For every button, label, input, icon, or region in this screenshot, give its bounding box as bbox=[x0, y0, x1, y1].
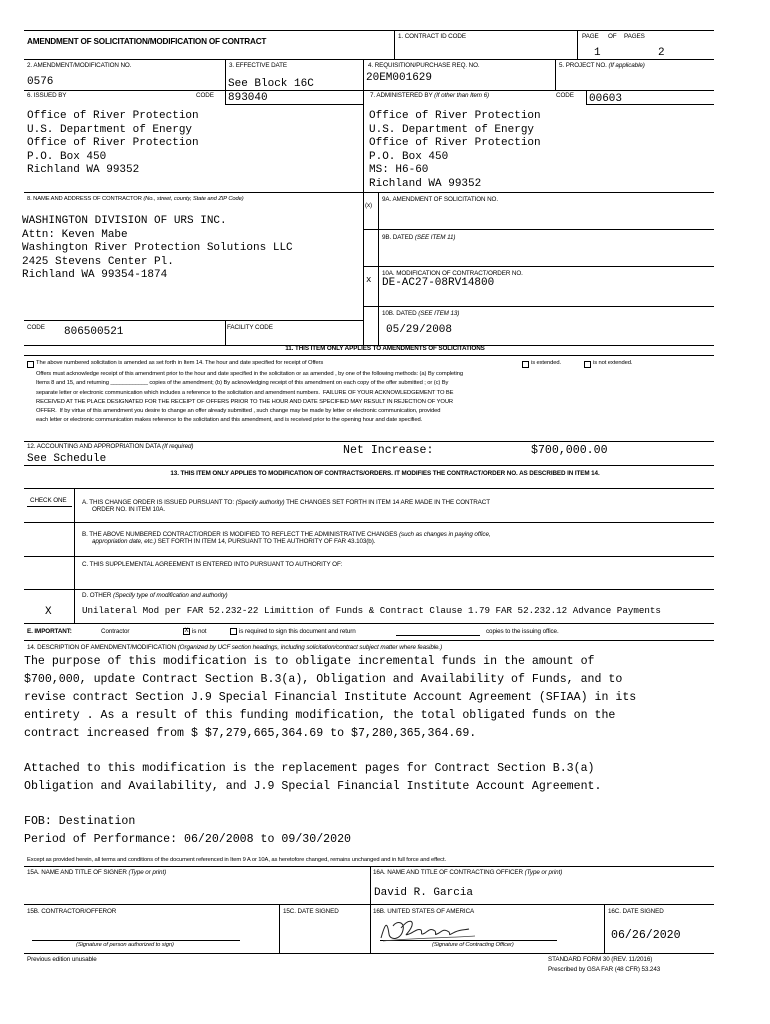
administered-code-value: 00603 bbox=[589, 93, 623, 105]
contractor-15b-label: 15B. CONTRACTOR/OFFEROR bbox=[27, 908, 117, 915]
address-line: Office of River Protection bbox=[27, 137, 199, 150]
pages-label: PAGES bbox=[624, 33, 645, 40]
usa-16b-label: 16B. UNITED STATES OF AMERICA bbox=[373, 908, 475, 915]
page-label: PAGE bbox=[582, 33, 599, 40]
address-line: P.O. Box 450 bbox=[27, 150, 107, 163]
issued-by-address bbox=[27, 110, 199, 178]
option-a-text: A. THIS CHANGE ORDER IS ISSUED PURSUANT TO: (Specify authority) THE CHANGES SET FORTH IN ITEM 14 ARE MADE IN THE CONTRACT bbox=[82, 499, 490, 506]
date-15c-label: 15C. DATE SIGNED bbox=[283, 908, 339, 915]
check-one-label: CHECK ONE bbox=[30, 497, 67, 504]
dated-9b-label: 9B. DATED (SEE ITEM 11) bbox=[382, 234, 456, 241]
item13-heading: 13. THIS ITEM ONLY APPLIES TO MODIFICATION OF CONTRACTS/ORDERS. IT MODIFIES THE CONTRACT/ORDER NO. AS DESCRIBED IN ITEM 14. bbox=[170, 470, 600, 477]
address-line: Richland WA 99352 bbox=[369, 177, 482, 190]
administered-code-label: CODE bbox=[556, 92, 574, 99]
amendment-9a-label: 9A. AMENDMENT OF SOLICITATION NO. bbox=[382, 196, 499, 203]
signature-15-caption: (Signature of person authorized to sign) bbox=[76, 942, 174, 948]
date-16c-value: 06/26/2020 bbox=[611, 929, 681, 942]
item11-line: Items 8 and 15, and returning ____________ copies of the amendment; (b) By acknowledging receipt of this amendment on each copy of the offer submitted ; or (c) By bbox=[36, 380, 449, 387]
address-line: Office of River Protection bbox=[369, 110, 541, 122]
accounting-value: See Schedule bbox=[27, 453, 107, 465]
option-b-text-2: appropriation date, etc.) SET FORTH IN ITEM 14, PURSUANT TO THE AUTHORITY OF FAR 43.103(b). bbox=[92, 538, 376, 545]
address-line: Richland WA 99352 bbox=[27, 164, 140, 177]
contracting-officer-signature bbox=[375, 914, 495, 944]
modification-checked-mark: x bbox=[366, 275, 372, 285]
accounting-label: 12. ACCOUNTING AND APPROPRIATION DATA (If required) bbox=[27, 443, 194, 450]
description-line bbox=[24, 796, 636, 813]
x-mark-header: (x) bbox=[365, 202, 373, 209]
net-increase-value: $700,000.00 bbox=[531, 444, 608, 457]
is-not-checkbox[interactable]: X bbox=[184, 628, 189, 634]
previous-edition-note: Previous edition unusable bbox=[27, 956, 97, 963]
description-label: 14. DESCRIPTION OF AMENDMENT/MODIFICATION (Organized by UCF section headings, including solicitation/contract subject matter where feasible.) bbox=[27, 644, 443, 651]
address-line: U.S. Department of Energy bbox=[27, 123, 193, 136]
issued-code-value: 893040 bbox=[228, 92, 268, 104]
extended-checkbox[interactable] bbox=[522, 361, 529, 368]
address-line: 2425 Stevens Center Pl. bbox=[22, 255, 174, 268]
option-a-text-2: ORDER NO. IN ITEM 10A. bbox=[92, 506, 166, 513]
signature-16-caption: (Signature of Contracting Officer) bbox=[432, 942, 514, 948]
contract-id-label: 1. CONTRACT ID CODE bbox=[398, 33, 466, 40]
address-line: P.O. Box 450 bbox=[369, 150, 449, 163]
description-line: Obligation and Availability, and J.9 Special Financial Institute Account Agreement. bbox=[24, 780, 602, 793]
date-16c-label: 16C. DATE SIGNED bbox=[608, 908, 664, 915]
signer-15a-label: 15A. NAME AND TITLE OF SIGNER (Type or print) bbox=[27, 869, 167, 876]
modification-10a-label: 10A. MODIFICATION OF CONTRACT/ORDER NO. bbox=[382, 270, 523, 277]
address-line: U.S. Department of Energy bbox=[369, 123, 535, 136]
item11-line: each letter or electronic communication makes reference to the solicitation and this amendment, and is received prior to the opening hour and date specified. bbox=[36, 417, 423, 424]
is-not-label: is not bbox=[192, 628, 207, 635]
issued-by-label: 6. ISSUED BY bbox=[27, 92, 67, 99]
important-label: E. IMPORTANT: bbox=[27, 628, 72, 635]
facility-code-label: FACILITY CODE bbox=[227, 324, 273, 331]
address-line: Office of River Protection bbox=[369, 137, 541, 150]
amended-checkbox[interactable] bbox=[27, 361, 34, 368]
item11-heading: 11. THIS ITEM ONLY APPLIES TO AMENDMENTS OF SOLICITATIONS bbox=[285, 345, 485, 352]
officer-16a-value: David R. Garcia bbox=[374, 887, 474, 899]
effective-date-label: 3. EFFECTIVE DATE bbox=[229, 62, 288, 69]
description-line: revise contract Section J.9 Special Financial Institute Account Agreement (SFIAA) in its bbox=[24, 691, 637, 704]
address-line: WASHINGTON DIVISION OF URS INC. bbox=[22, 215, 227, 227]
is-required-checkbox[interactable] bbox=[230, 628, 237, 635]
description-line: $700,000, update Contract Section B.3(a), Obligation and Availability of Funds, and to bbox=[24, 673, 623, 686]
address-line: Attn: Keven Mabe bbox=[22, 228, 128, 241]
item11-line: RECEIVED AT THE PLACE DESIGNATED FOR THE RECEIPT OF OFFERS PRIOR TO THE HOUR AND DATE SPECIFIED MAY RESULT IN REJECTION OF YOUR bbox=[36, 398, 453, 405]
amendment-no-value: 0576 bbox=[27, 76, 54, 88]
option-d-value: Unilateral Mod per FAR 52.232-22 Limittion of Funds & Contract Clause 1.79 FAR 52.232.12 Advance Payments bbox=[82, 605, 661, 616]
description-line: The purpose of this modification is to obligate incremental funds in the amount of bbox=[24, 655, 595, 668]
form-title: AMENDMENT OF SOLICITATION/MODIFICATION OF CONTRACT bbox=[27, 37, 267, 46]
project-no-label: 5. PROJECT NO. (If applicable) bbox=[559, 62, 645, 69]
option-c-text: C. THIS SUPPLEMENTAL AGREEMENT IS ENTERED INTO PURSUANT TO AUTHORITY OF: bbox=[82, 561, 343, 568]
except-text: Except as provided herein, all terms and conditions of the document referenced in Item 9 A or 10A, as heretofore changed, remains unchanged and in full force and effect. bbox=[27, 857, 446, 863]
address-line: MS: H6-60 bbox=[369, 164, 429, 177]
officer-16a-label: 16A. NAME AND TITLE OF CONTRACTING OFFICER (Type or print) bbox=[373, 869, 563, 876]
contractor-code-label: CODE bbox=[27, 324, 45, 331]
administered-by-address bbox=[369, 110, 541, 192]
not-extended-label: is not extended. bbox=[593, 360, 633, 366]
address-line: Richland WA 99354-1874 bbox=[22, 269, 168, 282]
of-label: OF bbox=[608, 33, 617, 40]
effective-date-value: See Block 16C bbox=[228, 78, 314, 90]
requisition-label: 4. REQUISITION/PURCHASE REQ. NO. bbox=[368, 62, 480, 69]
standard-form-label: STANDARD FORM 30 (REV. 11/2016) bbox=[548, 956, 653, 963]
contractor-address bbox=[22, 215, 293, 283]
issued-code-label: CODE bbox=[196, 92, 214, 99]
address-line: Washington River Protection Solutions LLC bbox=[22, 242, 293, 255]
contractor-code-value: 806500521 bbox=[64, 326, 124, 338]
administered-by-label: 7. ADMINISTERED BY (If other than Item 6) bbox=[370, 92, 489, 99]
is-required-label: is required to sign this document and return bbox=[239, 628, 356, 635]
copies-label: copies to the issuing office. bbox=[486, 628, 559, 635]
description-line: Period of Performance: 06/20/2008 to 09/30/2020 bbox=[24, 833, 351, 846]
item11-line: Offers must acknowledge receipt of this amendment prior to the hour and date specified in the solicitation or as amended , by one of the following methods: (a) By completing bbox=[36, 371, 463, 377]
address-line: Office of River Protection bbox=[27, 110, 199, 122]
option-b-text: B. THE ABOVE NUMBERED CONTRACT/ORDER IS MODIFIED TO REFLECT THE ADMINISTRATIVE CHANGES (such as changes in paying office, bbox=[82, 531, 491, 538]
page-count: 2 bbox=[658, 47, 665, 59]
contractor-word: Contractor bbox=[101, 628, 130, 635]
description-line: contract increased from $ $7,279,665,364.69 to $7,280,365,364.69. bbox=[24, 727, 477, 740]
description-line: FOB: Destination bbox=[24, 815, 136, 828]
amendment-no-label: 2. AMENDMENT/MODIFICATION NO. bbox=[27, 62, 132, 69]
item11-instructions bbox=[36, 371, 696, 425]
description-line bbox=[24, 743, 636, 760]
net-increase-label: Net Increase: bbox=[343, 444, 434, 457]
item11-line: OFFER. If by virtue of this amendment you desire to change an offer already submitted , such change may be made by letter or electronic communication, provided bbox=[36, 408, 441, 415]
dated-10b-value: 05/29/2008 bbox=[386, 324, 453, 336]
extended-label: is extended. bbox=[531, 360, 562, 366]
page-number: 1 bbox=[594, 47, 601, 59]
contractor-label: 8. NAME AND ADDRESS OF CONTRACTOR (No., street, county, State and ZIP Code) bbox=[27, 196, 244, 202]
description-line: entirety . As a result of this funding modification, the total obligated funds on the bbox=[24, 709, 616, 722]
description-line: Attached to this modification is the replacement pages for Contract Section B.3(a) bbox=[24, 762, 595, 775]
option-d-checked-mark: X bbox=[45, 606, 52, 618]
not-extended-checkbox[interactable] bbox=[584, 361, 591, 368]
prescribed-label: Prescribed by GSA FAR (48 CFR) 53.243 bbox=[548, 966, 661, 973]
description-body bbox=[24, 653, 636, 849]
item11-line1: The above numbered solicitation is amended as set forth in Item 14. The hour and date specified for receipt of Offers bbox=[36, 360, 324, 366]
item11-line: separate letter or electronic communication which includes a reference to the solicitation and amendment numbers. FAILURE OF YOUR ACKNOWLEDGEMENT TO BE bbox=[36, 389, 454, 396]
option-d-text: D. OTHER (Specify type of modification and authority) bbox=[82, 592, 228, 599]
requisition-value: 20EM001629 bbox=[366, 72, 433, 84]
modification-10a-value: DE-AC27-08RV14800 bbox=[382, 277, 495, 289]
dated-10b-label: 10B. DATED (SEE ITEM 13) bbox=[382, 310, 460, 317]
